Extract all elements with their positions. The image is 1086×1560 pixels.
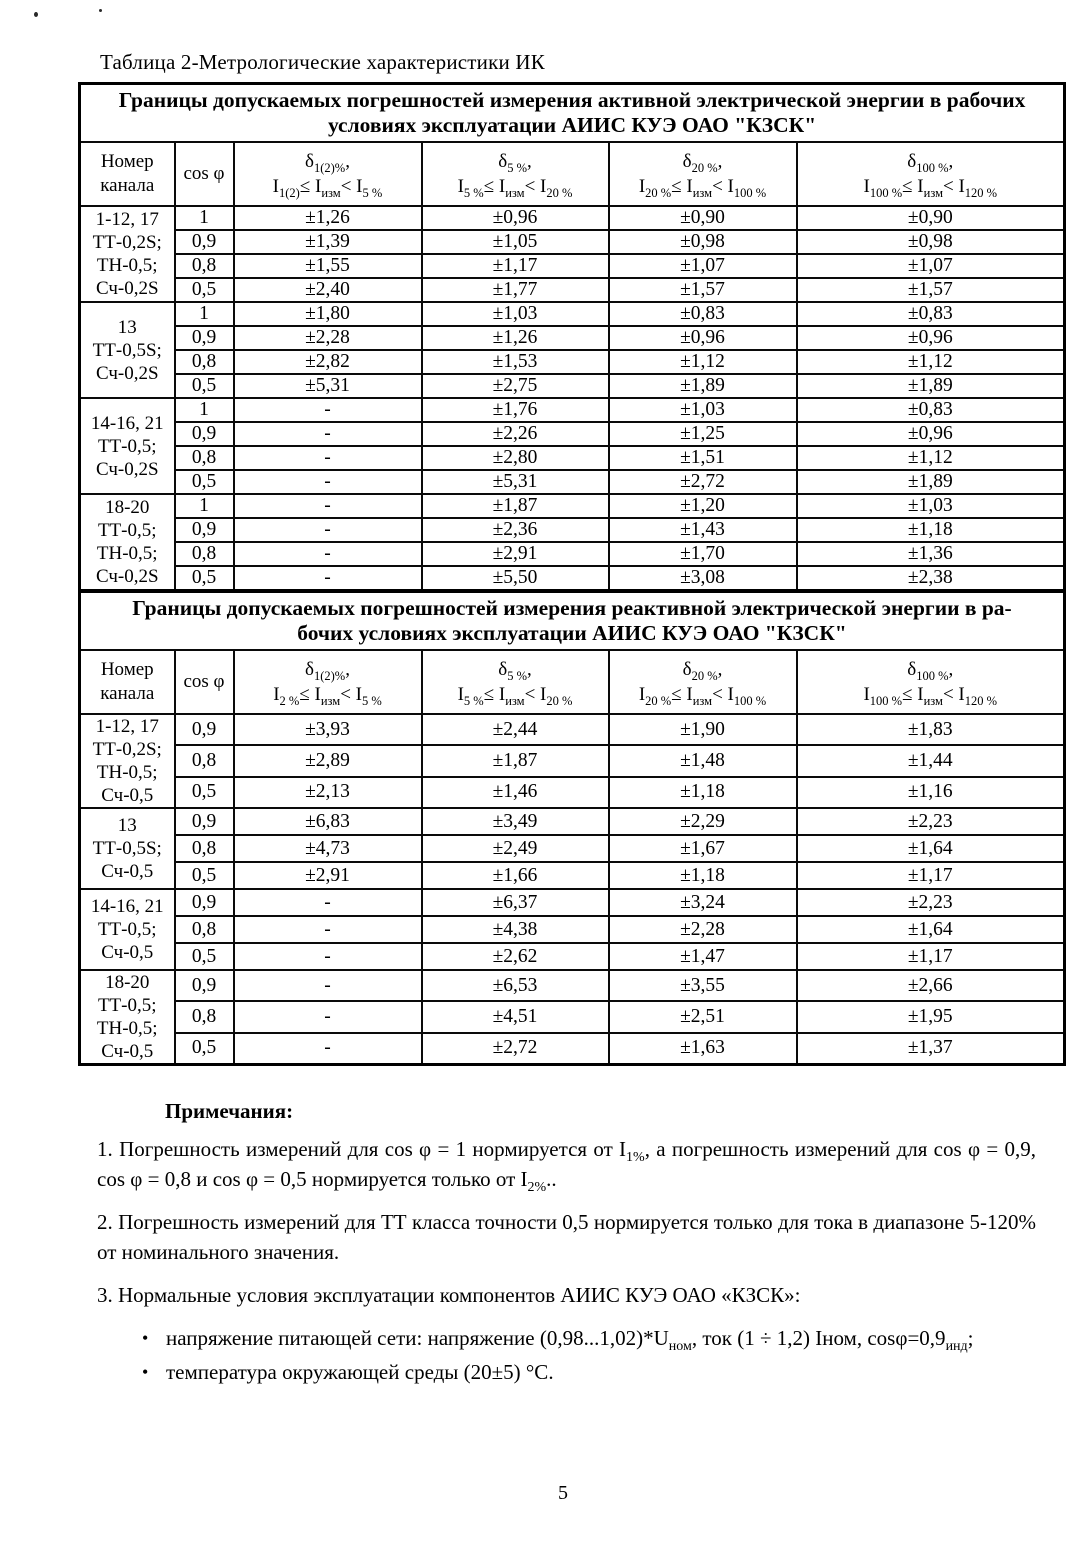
error-value: ±1,05 xyxy=(422,230,609,254)
error-value: ±1,80 xyxy=(234,302,422,326)
cos-phi-value: 1 xyxy=(175,494,234,518)
error-value: ±3,24 xyxy=(609,889,797,916)
error-value: - xyxy=(234,494,422,518)
notes-heading: Примечания: xyxy=(165,1099,294,1123)
table-row xyxy=(80,943,1065,970)
delta-symbol-line: $\delta_{100 \%}$, xyxy=(907,151,954,175)
bullet-icon: • xyxy=(142,1328,149,1348)
cos-phi-value: 0,5 xyxy=(175,1033,234,1065)
cos-phi-value: 0,8 xyxy=(175,254,234,278)
cos-phi-value: 0,5 xyxy=(175,566,234,591)
channel-label-line: Сч-0,5 xyxy=(101,785,154,806)
channel-label-line: ТН-0,5; xyxy=(96,762,158,783)
note-item xyxy=(97,1134,1036,1194)
error-value: ±0,96 xyxy=(797,326,1065,350)
note-item xyxy=(97,1207,1036,1267)
channel-label-line: ТТ-0,2S; xyxy=(92,232,162,253)
error-value: ±1,17 xyxy=(797,862,1065,889)
error-value: ±5,31 xyxy=(234,374,422,398)
error-value: ±1,18 xyxy=(609,777,797,808)
cos-phi-value: 0,9 xyxy=(175,518,234,542)
error-value: ±3,55 xyxy=(609,970,797,1001)
error-value: ±1,20 xyxy=(609,494,797,518)
error-value: ±1,18 xyxy=(797,518,1065,542)
error-value: ±1,87 xyxy=(422,745,609,776)
table-title xyxy=(80,84,1065,143)
channel-header-line: канала xyxy=(100,683,155,704)
table-row xyxy=(80,777,1065,808)
error-value: ±1,17 xyxy=(797,943,1065,970)
delta-symbol-line: $\delta_{1(2)\%}$, xyxy=(305,151,350,175)
cos-phi-value: 0,5 xyxy=(175,943,234,970)
table-row xyxy=(80,350,1065,374)
error-value: ±1,51 xyxy=(609,446,797,470)
table-title-line: условиях эксплуатации АИИС КУЭ ОАО "КЗСК" xyxy=(327,113,817,137)
delta-symbol-line: $\delta_{20 \%}$, xyxy=(682,151,723,175)
delta-symbol-line: $\delta_{20 \%}$, xyxy=(682,659,723,683)
error-value: ±4,38 xyxy=(422,916,609,943)
channel-label-cell xyxy=(80,494,175,591)
channel-header-line: Номер xyxy=(100,151,154,172)
error-value: ±2,29 xyxy=(609,808,797,835)
delta-column-header xyxy=(234,142,422,206)
error-value: ±1,89 xyxy=(797,470,1065,494)
current-range-line: $I_{100 \%}\le I_{изм}< I_{120 \%}$ xyxy=(863,684,998,708)
table-row xyxy=(80,835,1065,862)
cos-phi-value: 0,8 xyxy=(175,1001,234,1032)
error-value: ±1,64 xyxy=(797,835,1065,862)
note-text: Погрешность измерений для ТТ класса точности 0,5 нормируется только для тока в диапазоне 5-120% от номинального значения. xyxy=(97,1210,1037,1264)
channel-label-line: Сч-0,2S xyxy=(95,278,159,299)
table-row xyxy=(80,446,1065,470)
error-value: ±2,91 xyxy=(234,862,422,889)
error-value: ±1,39 xyxy=(234,230,422,254)
table-title-line: Границы допускаемых погрешностей измерения активной электрической энергии в рабочих xyxy=(118,88,1026,112)
channel-label-line: 14-16, 21 xyxy=(90,896,164,917)
error-value: - xyxy=(234,470,422,494)
error-value: ±1,17 xyxy=(422,254,609,278)
channel-label-line: Сч-0,5 xyxy=(101,861,154,882)
channel-label-line: ТТ-0,5; xyxy=(97,919,157,940)
channel-header-line: канала xyxy=(100,175,155,196)
note-text: Погрешность измерений для cos φ = 1 нормируется от $I_{1\%}$, а погрешность измерений для cos φ = 0,9, cos φ = 0,8 и cos φ = 0,5 нормируется только от $I_{2\%}$.. xyxy=(97,1137,1037,1196)
error-value: ±6,53 xyxy=(422,970,609,1001)
error-value: ±1,12 xyxy=(609,350,797,374)
error-value: ±1,67 xyxy=(609,835,797,862)
table-row xyxy=(80,470,1065,494)
error-value: ±2,23 xyxy=(797,808,1065,835)
error-value: ±2,62 xyxy=(422,943,609,970)
delta-symbol-line: $\delta_{5 \%}$, xyxy=(498,151,532,175)
notes-section xyxy=(97,1096,1036,1387)
error-value: ±1,46 xyxy=(422,777,609,808)
error-value: ±2,28 xyxy=(234,326,422,350)
error-value: ±0,90 xyxy=(797,206,1065,230)
error-value: ±1,03 xyxy=(797,494,1065,518)
table-row xyxy=(80,542,1065,566)
cos-phi-value: 0,5 xyxy=(175,862,234,889)
cos-phi-value: 0,9 xyxy=(175,422,234,446)
table-row xyxy=(80,862,1065,889)
error-value: ±6,37 xyxy=(422,889,609,916)
delta-column-header xyxy=(609,142,797,206)
table-row xyxy=(80,566,1065,591)
table-row xyxy=(80,745,1065,776)
error-value: ±0,96 xyxy=(609,326,797,350)
cos-phi-value: 0,5 xyxy=(175,278,234,302)
delta-symbol-line: $\delta_{5 \%}$, xyxy=(498,659,532,683)
error-value: - xyxy=(234,916,422,943)
error-value: ±2,72 xyxy=(609,470,797,494)
table-row xyxy=(80,326,1065,350)
error-value: ±0,83 xyxy=(797,398,1065,422)
error-value: - xyxy=(234,889,422,916)
table-header-row xyxy=(80,142,1065,206)
channel-label-line: ТТ-0,5; xyxy=(97,995,157,1016)
error-value: ±6,83 xyxy=(234,808,422,835)
channel-header-line: Номер xyxy=(100,659,154,680)
table-row xyxy=(80,808,1065,835)
channel-label-line: ТН-0,5; xyxy=(96,255,158,276)
error-value: ±1,64 xyxy=(797,916,1065,943)
error-value: ±2,72 xyxy=(422,1033,609,1065)
table-row xyxy=(80,254,1065,278)
channel-label-line: ТН-0,5; xyxy=(96,1018,158,1039)
channel-label-line: 14-16, 21 xyxy=(90,412,164,434)
error-value: ±1,89 xyxy=(609,374,797,398)
channel-label-line: 1-12, 17 xyxy=(95,209,159,230)
channel-label-line: 18-20 xyxy=(105,972,150,993)
reactive-energy-error-table xyxy=(78,590,1066,1066)
table-title-line: Границы допускаемых погрешностей измерения реактивной электрической энергии в ра- xyxy=(132,596,1012,620)
error-value: ±2,75 xyxy=(422,374,609,398)
error-value: ±5,50 xyxy=(422,566,609,591)
error-value: ±1,83 xyxy=(797,714,1065,745)
error-value: ±1,03 xyxy=(422,302,609,326)
table-row xyxy=(80,916,1065,943)
channel-label-line: Сч-0,5 xyxy=(101,1041,154,1062)
error-value: ±1,47 xyxy=(609,943,797,970)
error-value: ±2,80 xyxy=(422,446,609,470)
error-value: ±1,26 xyxy=(422,326,609,350)
table-title-row xyxy=(80,592,1065,651)
error-value: ±1,44 xyxy=(797,745,1065,776)
cos-phi-value: 0,8 xyxy=(175,446,234,470)
note-bullet-list xyxy=(142,1323,1036,1387)
channel-label-line: ТТ-0,5; xyxy=(97,435,157,457)
error-value: ±2,82 xyxy=(234,350,422,374)
table-row xyxy=(80,206,1065,230)
current-range-line: $I_{100 \%}\le I_{изм}< I_{120 \%}$ xyxy=(863,176,998,200)
error-value: ±1,63 xyxy=(609,1033,797,1065)
error-value: ±2,13 xyxy=(234,777,422,808)
error-value: ±1,55 xyxy=(234,254,422,278)
channel-label-line: Сч-0,2S xyxy=(95,566,159,587)
error-value: - xyxy=(234,446,422,470)
error-value: ±1,77 xyxy=(422,278,609,302)
error-value: ±0,83 xyxy=(797,302,1065,326)
table-row xyxy=(80,494,1065,518)
error-value: ±1,25 xyxy=(609,422,797,446)
channel-label-line: Сч-0,2S xyxy=(95,362,159,384)
error-value: ±2,38 xyxy=(797,566,1065,591)
error-value: ±3,49 xyxy=(422,808,609,835)
channel-label-line: ТТ-0,5; xyxy=(97,520,157,541)
error-value: - xyxy=(234,1001,422,1032)
scan-artifact-dot xyxy=(34,12,38,17)
cos-phi-value: 0,8 xyxy=(175,542,234,566)
table-row xyxy=(80,422,1065,446)
note-number: 1. xyxy=(97,1137,120,1161)
channel-label-line: Сч-0,5 xyxy=(101,942,154,963)
error-value: ±2,51 xyxy=(609,1001,797,1032)
cos-phi-value: 1 xyxy=(175,302,234,326)
table-row xyxy=(80,1033,1065,1065)
error-value: ±1,18 xyxy=(609,862,797,889)
channel-label-cell xyxy=(80,398,175,494)
error-value: ±0,83 xyxy=(609,302,797,326)
error-value: ±0,90 xyxy=(609,206,797,230)
delta-column-header xyxy=(609,650,797,714)
note-bullet-item xyxy=(142,1323,1036,1353)
error-value: ±5,31 xyxy=(422,470,609,494)
note-number: 3. xyxy=(97,1283,118,1307)
table-row xyxy=(80,230,1065,254)
channel-label-line: ТТ-0,5S; xyxy=(92,838,162,859)
note-bullet-item xyxy=(142,1357,1036,1387)
error-value: ±1,87 xyxy=(422,494,609,518)
error-value: - xyxy=(234,542,422,566)
table-row xyxy=(80,970,1065,1001)
error-value: ±0,98 xyxy=(609,230,797,254)
current-range-line: $I_{5 \%}\le I_{изм}< I_{20 \%}$ xyxy=(457,684,573,708)
error-value: ±3,08 xyxy=(609,566,797,591)
delta-column-header xyxy=(422,142,609,206)
error-value: ±1,76 xyxy=(422,398,609,422)
error-value: ±1,89 xyxy=(797,374,1065,398)
error-value: ±1,90 xyxy=(609,714,797,745)
channel-label-cell xyxy=(80,970,175,1065)
error-value: ±1,03 xyxy=(609,398,797,422)
error-value: ±1,07 xyxy=(609,254,797,278)
error-value: ±1,66 xyxy=(422,862,609,889)
table-header-row xyxy=(80,650,1065,714)
error-value: - xyxy=(234,566,422,591)
cos-phi-value: 0,8 xyxy=(175,350,234,374)
note-bullet-text: температура окружающей среды (20±5) °С. xyxy=(166,1360,554,1384)
table-title-line: бочих условиях эксплуатации АИИС КУЭ ОАО "КЗСК" xyxy=(297,621,847,645)
table-caption: Таблица 2-Метрологические характеристики ИК xyxy=(100,50,545,74)
table-row xyxy=(80,302,1065,326)
cos-phi-value: 0,8 xyxy=(175,745,234,776)
error-value: ±2,26 xyxy=(422,422,609,446)
current-range-line: $I_{5 \%}\le I_{изм}< I_{20 \%}$ xyxy=(457,176,573,200)
note-bullet-text: напряжение питающей сети: напряжение $(0,98...1,02)*U_{ном}$, ток (1 ÷ 1,2) Iном, $\cos\varphi=0,9_{инд}$; xyxy=(166,1326,974,1355)
cos-phi-value: 0,9 xyxy=(175,970,234,1001)
table-row xyxy=(80,398,1065,422)
scan-artifact-dot xyxy=(99,9,102,12)
delta-symbol-line: $\delta_{1(2)\%}$, xyxy=(305,659,350,683)
error-value: ±1,48 xyxy=(609,745,797,776)
current-range-line: $I_{2 \%}\le I_{изм}< I_{5 \%}$ xyxy=(273,684,382,708)
note-text: Нормальные условия эксплуатации компонентов АИИС КУЭ ОАО «КЗСК»: xyxy=(118,1283,801,1307)
error-value: ±1,57 xyxy=(609,278,797,302)
current-range-line: $I_{20 \%}\le I_{изм}< I_{100 \%}$ xyxy=(638,684,767,708)
cos-phi-value: 0,8 xyxy=(175,916,234,943)
channel-label-line: Сч-0,2S xyxy=(95,458,159,480)
error-value: - xyxy=(234,518,422,542)
notes-list xyxy=(97,1134,1036,1387)
cos-phi-value: 0,9 xyxy=(175,808,234,835)
table-row xyxy=(80,278,1065,302)
current-range-line: $I_{1(2)}\le I_{изм}< I_{5 \%}$ xyxy=(272,176,383,200)
table-title-row xyxy=(80,84,1065,143)
delta-symbol-line: $\delta_{100 \%}$, xyxy=(907,659,954,683)
error-value: ±2,36 xyxy=(422,518,609,542)
channel-label-line: 18-20 xyxy=(105,497,150,518)
error-value: ±4,73 xyxy=(234,835,422,862)
delta-column-header xyxy=(422,650,609,714)
note-number: 2. xyxy=(97,1210,119,1234)
channel-label-cell xyxy=(80,808,175,889)
error-value: ±2,40 xyxy=(234,278,422,302)
cos-phi-value: 0,9 xyxy=(175,889,234,916)
channel-label-cell xyxy=(80,206,175,302)
cos-phi-value: 0,9 xyxy=(175,326,234,350)
error-value: ±1,70 xyxy=(609,542,797,566)
error-value: ±2,66 xyxy=(797,970,1065,1001)
error-value: ±2,91 xyxy=(422,542,609,566)
channel-label-line: ТН-0,5; xyxy=(96,543,158,564)
error-value: ±1,12 xyxy=(797,350,1065,374)
error-value: - xyxy=(234,943,422,970)
table-title xyxy=(80,592,1065,651)
error-value: - xyxy=(234,398,422,422)
channel-column-header xyxy=(80,650,175,714)
channel-column-header xyxy=(80,142,175,206)
note-item xyxy=(97,1280,1036,1310)
table-row xyxy=(80,1001,1065,1032)
error-value: ±2,23 xyxy=(797,889,1065,916)
delta-column-header xyxy=(234,650,422,714)
error-value: ±1,26 xyxy=(234,206,422,230)
channel-label-cell xyxy=(80,889,175,970)
error-value: ±0,98 xyxy=(797,230,1065,254)
cos-phi-column-header: cos φ xyxy=(175,650,234,714)
delta-column-header xyxy=(797,142,1065,206)
error-value: ±0,96 xyxy=(797,422,1065,446)
cos-phi-value: 1 xyxy=(175,206,234,230)
cos-phi-value: 0,5 xyxy=(175,374,234,398)
error-value: ±0,96 xyxy=(422,206,609,230)
error-value: ±4,51 xyxy=(422,1001,609,1032)
error-value: ±2,28 xyxy=(609,916,797,943)
error-value: ±1,16 xyxy=(797,777,1065,808)
channel-label-line: ТТ-0,2S; xyxy=(92,739,162,760)
cos-phi-value: 1 xyxy=(175,398,234,422)
current-range-line: $I_{20 \%}\le I_{изм}< I_{100 \%}$ xyxy=(638,176,767,200)
bullet-icon: • xyxy=(142,1362,149,1382)
cos-phi-column-header: cos φ xyxy=(175,142,234,206)
error-value: ±1,37 xyxy=(797,1033,1065,1065)
error-value: ±1,53 xyxy=(422,350,609,374)
error-value: ±2,44 xyxy=(422,714,609,745)
error-value: ±1,12 xyxy=(797,446,1065,470)
cos-phi-value: 0,8 xyxy=(175,835,234,862)
table-row xyxy=(80,374,1065,398)
cos-phi-value: 0,5 xyxy=(175,777,234,808)
active-energy-error-table xyxy=(78,82,1066,592)
error-value: ±1,57 xyxy=(797,278,1065,302)
table-row xyxy=(80,889,1065,916)
error-value: ±1,95 xyxy=(797,1001,1065,1032)
channel-label-cell xyxy=(80,302,175,398)
channel-label-line: 13 xyxy=(117,815,137,836)
cos-phi-value: 0,9 xyxy=(175,230,234,254)
table-row xyxy=(80,518,1065,542)
channel-label-line: 1-12, 17 xyxy=(95,716,159,737)
page-number: 5 xyxy=(558,1482,568,1504)
delta-column-header xyxy=(797,650,1065,714)
error-value: ±1,43 xyxy=(609,518,797,542)
cos-phi-value: 0,9 xyxy=(175,714,234,745)
cos-phi-value: 0,5 xyxy=(175,470,234,494)
error-value: ±1,36 xyxy=(797,542,1065,566)
error-value: ±3,93 xyxy=(234,714,422,745)
error-value: ±1,07 xyxy=(797,254,1065,278)
error-value: - xyxy=(234,422,422,446)
error-value: - xyxy=(234,970,422,1001)
channel-label-line: 13 xyxy=(117,316,137,338)
error-value: ±2,49 xyxy=(422,835,609,862)
error-value: - xyxy=(234,1033,422,1065)
channel-label-line: ТТ-0,5S; xyxy=(92,339,162,361)
channel-label-cell xyxy=(80,714,175,808)
table-row xyxy=(80,714,1065,745)
error-value: ±2,89 xyxy=(234,745,422,776)
